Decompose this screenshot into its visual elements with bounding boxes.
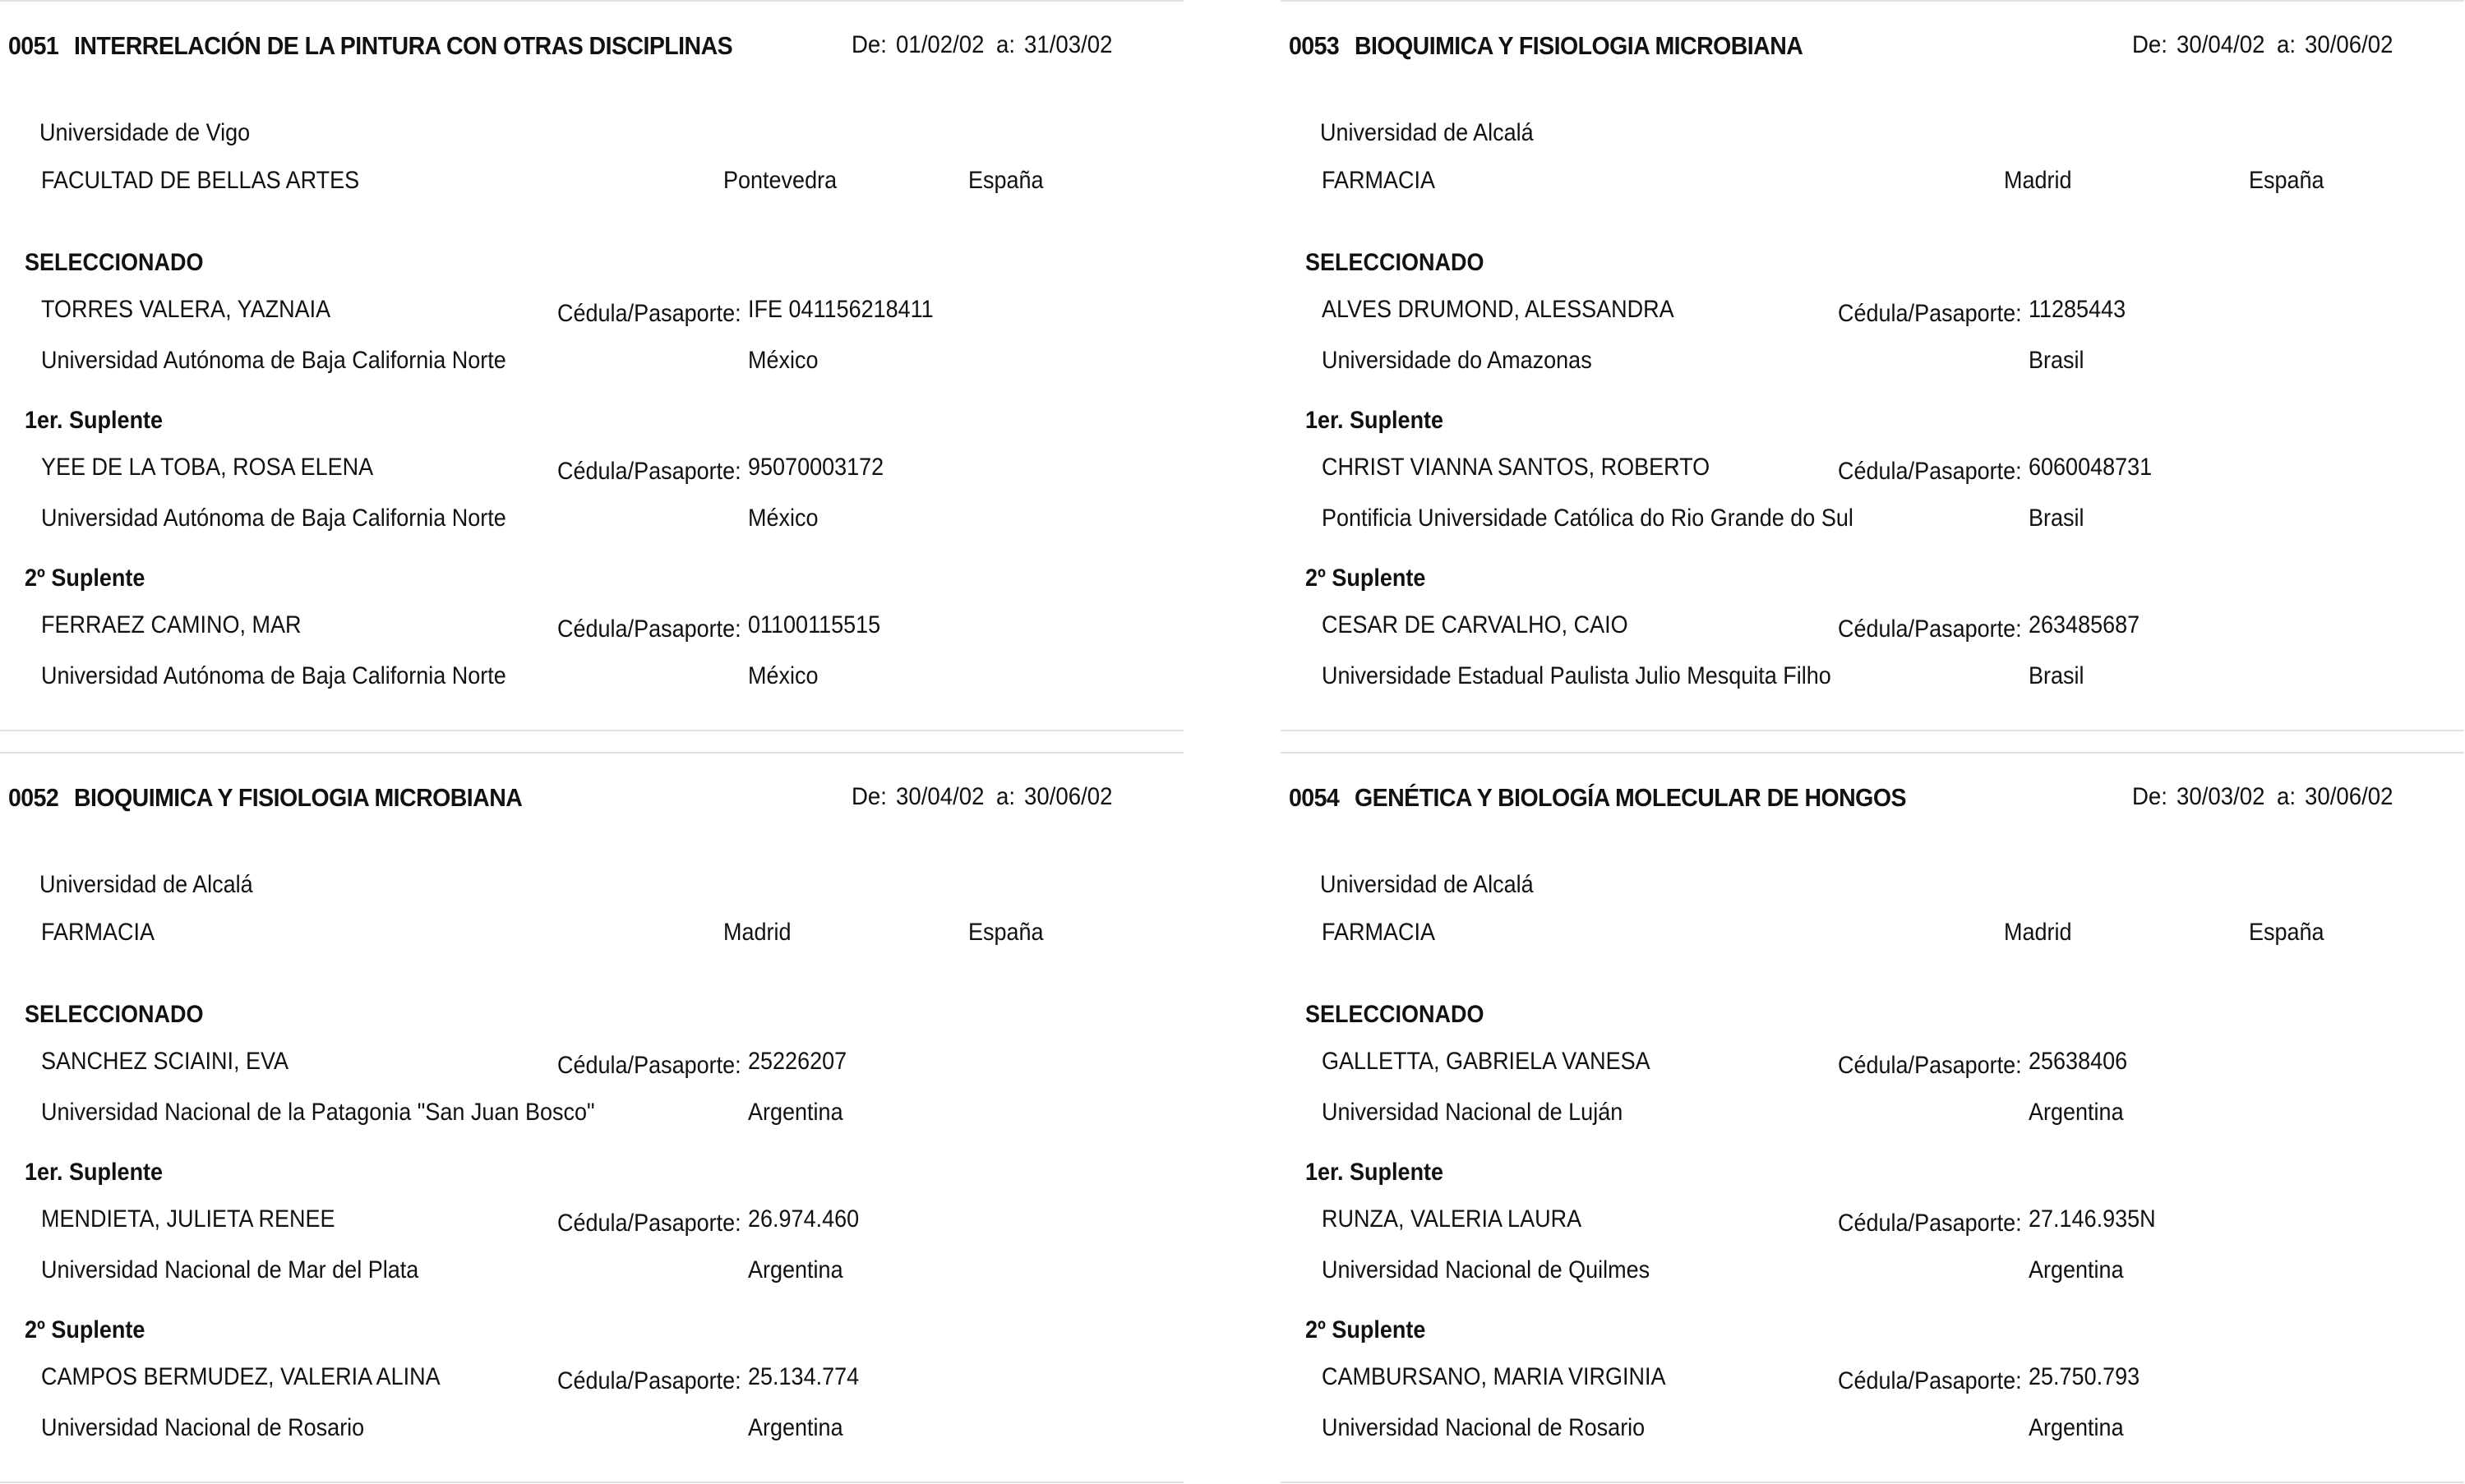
role-seleccionado: SELECCIONADO: [25, 249, 204, 276]
divider: [1281, 0, 2464, 2]
id-label: Cédula/Pasaporte:: [1838, 1367, 2022, 1394]
role-suplente-2: 2º Suplente: [25, 1316, 145, 1343]
person-id: 263485687: [2029, 611, 2140, 638]
person-id: IFE 041156218411: [748, 296, 934, 323]
person-name: CAMBURSANO, MARIA VIRGINIA: [1322, 1363, 1666, 1390]
person-id: 25.134.774: [748, 1363, 860, 1390]
date-to-label: a:: [2277, 783, 2297, 810]
course-code: 0053: [1289, 31, 1340, 60]
course-title: INTERRELACIÓN DE LA PINTURA CON OTRAS DISCIPLINAS: [74, 31, 733, 60]
host-country: España: [2249, 919, 2324, 946]
person-name: CESAR DE CARVALHO, CAIO: [1322, 611, 1628, 638]
person-name: FERRAEZ CAMINO, MAR: [41, 611, 302, 638]
date-from: 30/04/02: [896, 783, 985, 810]
host-city: Madrid: [2004, 167, 2072, 194]
role-suplente-1: 1er. Suplente: [1305, 1159, 1444, 1186]
host-faculty: FARMACIA: [1322, 167, 1436, 194]
divider: [1281, 752, 2464, 754]
date-to: 30/06/02: [1024, 783, 1113, 810]
person-country: Argentina: [2029, 1256, 2124, 1284]
date-to-label: a:: [2277, 31, 2297, 58]
id-label: Cédula/Pasaporte:: [1838, 615, 2022, 643]
person-id: 01100115515: [748, 611, 881, 638]
role-seleccionado: SELECCIONADO: [1305, 249, 1484, 276]
person-id: 27.146.935N: [2029, 1205, 2156, 1233]
date-from-label: De:: [2132, 783, 2167, 810]
person-university: Universidad Autónoma de Baja California Norte: [41, 347, 506, 374]
host-university: Universidad de Alcalá: [1320, 119, 1534, 146]
person-country: Brasil: [2029, 662, 2084, 689]
id-label: Cédula/Pasaporte:: [557, 458, 741, 485]
person-country: Argentina: [748, 1099, 843, 1126]
person-name: RUNZA, VALERIA LAURA: [1322, 1205, 1582, 1233]
host-city: Pontevedra: [723, 167, 838, 194]
role-suplente-2: 2º Suplente: [25, 565, 145, 592]
id-label: Cédula/Pasaporte:: [557, 300, 741, 327]
host-faculty: FARMACIA: [41, 919, 155, 946]
role-seleccionado: SELECCIONADO: [25, 1001, 204, 1028]
role-suplente-1: 1er. Suplente: [1305, 407, 1444, 434]
person-university: Universidad Nacional de Rosario: [1322, 1414, 1646, 1441]
course-title: GENÉTICA Y BIOLOGÍA MOLECULAR DE HONGOS: [1355, 783, 1906, 812]
id-label: Cédula/Pasaporte:: [557, 1367, 741, 1394]
person-university: Universidad Autónoma de Baja California Norte: [41, 662, 506, 689]
person-name: CAMPOS BERMUDEZ, VALERIA ALINA: [41, 1363, 441, 1390]
course-card: [0, 752, 1184, 1483]
person-name: MENDIETA, JULIETA RENEE: [41, 1205, 335, 1233]
host-city: Madrid: [2004, 919, 2072, 946]
person-country: Argentina: [2029, 1414, 2124, 1441]
person-university: Universidade do Amazonas: [1322, 347, 1592, 374]
date-to: 31/03/02: [1024, 31, 1113, 58]
person-university: Universidad Autónoma de Baja California Norte: [41, 505, 506, 532]
role-suplente-2: 2º Suplente: [1305, 565, 1426, 592]
host-faculty: FARMACIA: [1322, 919, 1436, 946]
person-country: Brasil: [2029, 505, 2084, 532]
course-code: 0052: [8, 783, 59, 812]
person-university: Universidad Nacional de Rosario: [41, 1414, 365, 1441]
date-from: 01/02/02: [896, 31, 985, 58]
host-faculty: FACULTAD DE BELLAS ARTES: [41, 167, 360, 194]
person-id: 6060048731: [2029, 454, 2153, 481]
host-university: Universidad de Alcalá: [39, 871, 253, 898]
divider: [0, 730, 1184, 731]
course-code: 0054: [1289, 783, 1340, 812]
person-country: Argentina: [2029, 1099, 2124, 1126]
role-suplente-2: 2º Suplente: [1305, 1316, 1426, 1343]
host-country: España: [2249, 167, 2324, 194]
person-name: CHRIST VIANNA SANTOS, ROBERTO: [1322, 454, 1710, 481]
person-id: 25226207: [748, 1048, 847, 1075]
person-name: TORRES VALERA, YAZNAIA: [41, 296, 331, 323]
date-from-label: De:: [852, 783, 887, 810]
course-card: [1281, 0, 2464, 731]
divider: [1281, 1482, 2464, 1483]
date-to: 30/06/02: [2305, 31, 2393, 58]
person-id: 26.974.460: [748, 1205, 860, 1233]
role-suplente-1: 1er. Suplente: [25, 407, 164, 434]
person-university: Pontificia Universidade Católica do Rio Grande do Sul: [1322, 505, 1853, 532]
date-to-label: a:: [996, 783, 1016, 810]
person-university: Universidad Nacional de Mar del Plata: [41, 1256, 419, 1284]
person-name: SANCHEZ SCIAINI, EVA: [41, 1048, 289, 1075]
id-label: Cédula/Pasaporte:: [1838, 1210, 2022, 1237]
host-country: España: [968, 167, 1044, 194]
course-card: [1281, 752, 2464, 1483]
id-label: Cédula/Pasaporte:: [1838, 300, 2022, 327]
course-card: [0, 0, 1184, 731]
date-from-label: De:: [852, 31, 887, 58]
host-country: España: [968, 919, 1044, 946]
id-label: Cédula/Pasaporte:: [557, 615, 741, 643]
date-from: 30/03/02: [2176, 783, 2265, 810]
divider: [0, 752, 1184, 754]
person-country: Brasil: [2029, 347, 2084, 374]
role-suplente-1: 1er. Suplente: [25, 1159, 164, 1186]
divider: [0, 0, 1184, 2]
person-country: México: [748, 662, 819, 689]
person-name: ALVES DRUMOND, ALESSANDRA: [1322, 296, 1674, 323]
person-id: 95070003172: [748, 454, 884, 481]
person-country: Argentina: [748, 1414, 843, 1441]
date-from: 30/04/02: [2176, 31, 2265, 58]
divider: [0, 1482, 1184, 1483]
person-university: Universidade Estadual Paulista Julio Mesquita Filho: [1322, 662, 1831, 689]
person-country: México: [748, 347, 819, 374]
divider: [1281, 730, 2464, 731]
person-university: Universidad Nacional de Quilmes: [1322, 1256, 1650, 1284]
person-id: 25638406: [2029, 1048, 2128, 1075]
course-title: BIOQUIMICA Y FISIOLOGIA MICROBIANA: [74, 783, 523, 812]
id-label: Cédula/Pasaporte:: [557, 1210, 741, 1237]
course-title: BIOQUIMICA Y FISIOLOGIA MICROBIANA: [1355, 31, 1803, 60]
date-to: 30/06/02: [2305, 783, 2393, 810]
role-seleccionado: SELECCIONADO: [1305, 1001, 1484, 1028]
person-country: Argentina: [748, 1256, 843, 1284]
person-id: 25.750.793: [2029, 1363, 2140, 1390]
person-university: Universidad Nacional de Luján: [1322, 1099, 1623, 1126]
date-to-label: a:: [996, 31, 1016, 58]
host-university: Universidad de Alcalá: [1320, 871, 1534, 898]
host-university: Universidade de Vigo: [39, 119, 251, 146]
id-label: Cédula/Pasaporte:: [557, 1052, 741, 1079]
person-name: YEE DE LA TOBA, ROSA ELENA: [41, 454, 374, 481]
person-id: 11285443: [2029, 296, 2126, 323]
course-code: 0051: [8, 31, 59, 60]
person-university: Universidad Nacional de la Patagonia "San Juan Bosco": [41, 1099, 595, 1126]
id-label: Cédula/Pasaporte:: [1838, 458, 2022, 485]
host-city: Madrid: [723, 919, 792, 946]
id-label: Cédula/Pasaporte:: [1838, 1052, 2022, 1079]
person-name: GALLETTA, GABRIELA VANESA: [1322, 1048, 1650, 1075]
date-from-label: De:: [2132, 31, 2167, 58]
person-country: México: [748, 505, 819, 532]
